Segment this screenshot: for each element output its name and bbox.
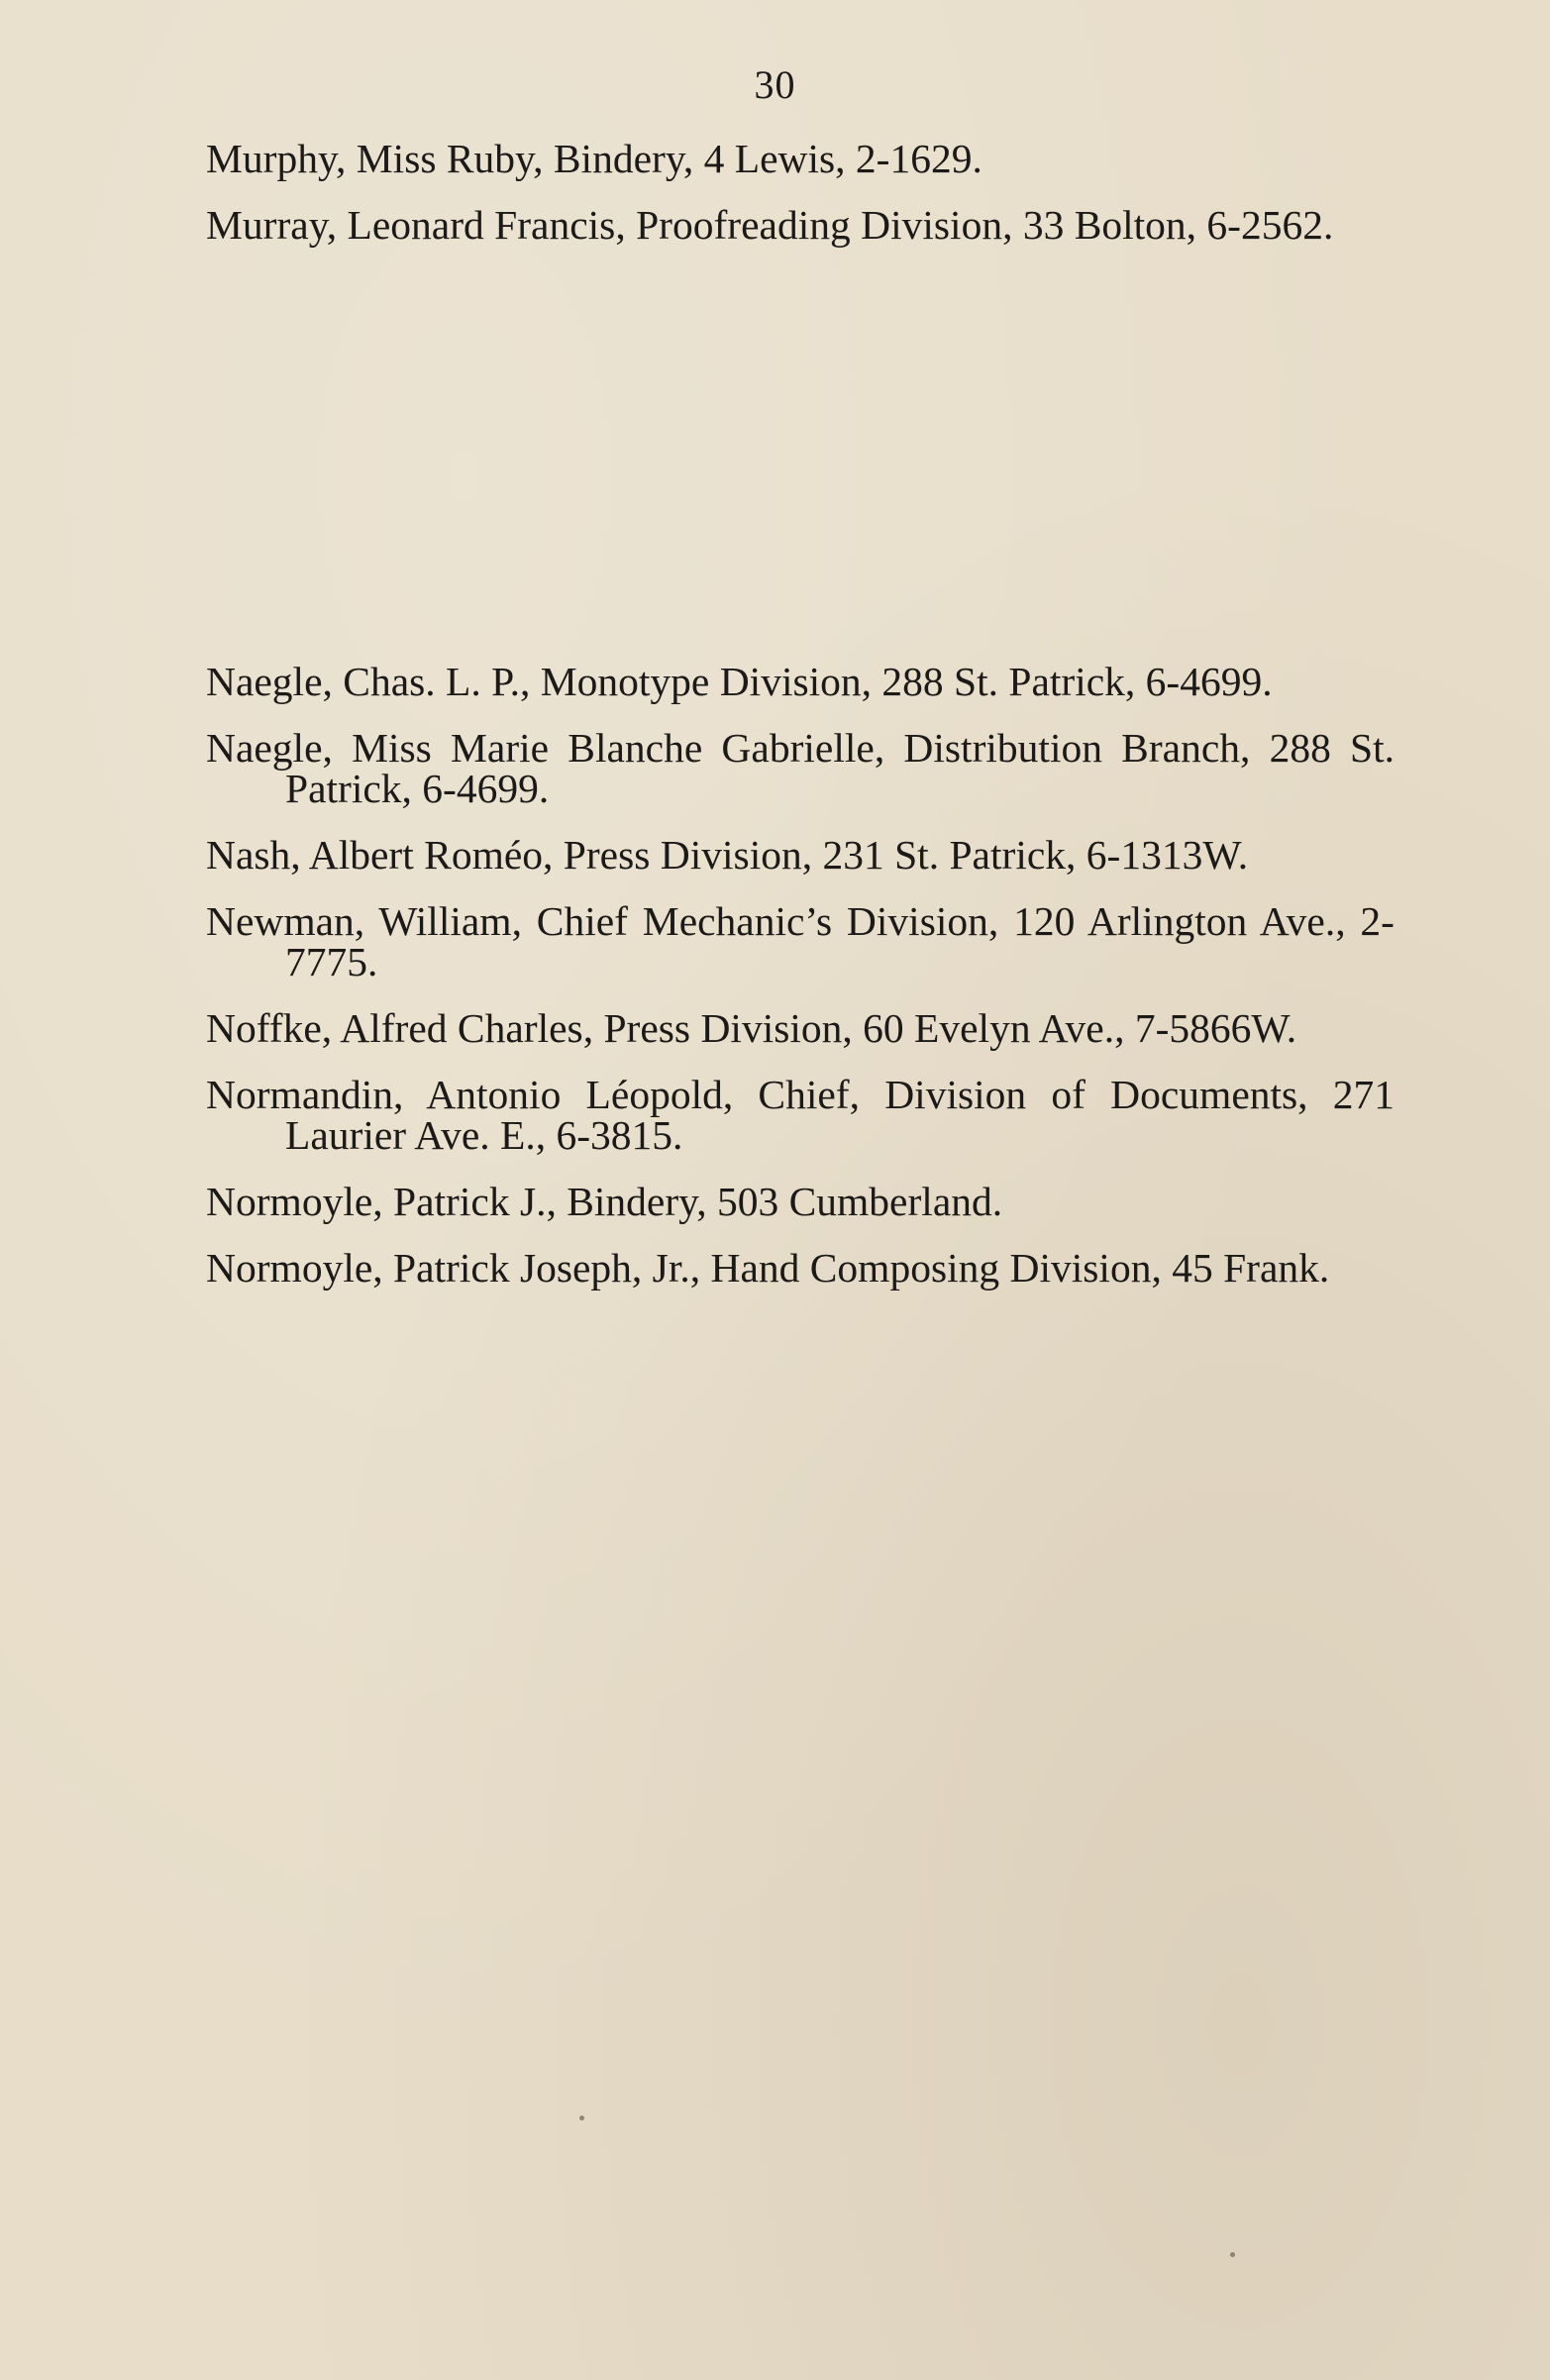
directory-entry: Murphy, Miss Ruby, Bindery, 4 Lewis, 2-1629. bbox=[206, 136, 982, 181]
paper-speck bbox=[579, 2116, 584, 2121]
paper-speck bbox=[1230, 2252, 1235, 2257]
directory-entry: Normoyle, Patrick J., Bindery, 503 Cumberland. bbox=[206, 1179, 1003, 1224]
directory-entry: Normandin, Antonio Léopold, Chief, Division of Documents, 271 Laurier Ave. E., 6-3815. bbox=[206, 1072, 1395, 1158]
directory-entry: Normoyle, Patrick Joseph, Jr., Hand Composing Division, 45 Frank. bbox=[206, 1245, 1330, 1291]
page-number: 30 bbox=[754, 62, 796, 107]
directory-entry: Naegle, Miss Marie Blanche Gabrielle, Distribution Branch, 288 St. Patrick, 6-4699. bbox=[206, 725, 1395, 811]
directory-entry: Nash, Albert Roméo, Press Division, 231 St. Patrick, 6-1313W. bbox=[206, 832, 1249, 878]
directory-entry: Noffke, Alfred Charles, Press Division, 60 Evelyn Ave., 7-5866W. bbox=[206, 1005, 1297, 1051]
directory-entry: Murray, Leonard Francis, Proofreading Division, 33 Bolton, 6-2562. bbox=[206, 202, 1334, 248]
directory-entry: Naegle, Chas. L. P., Monotype Division, 288 St. Patrick, 6-4699. bbox=[206, 659, 1273, 704]
directory-entry: Newman, William, Chief Mechanic’s Division, 120 Arlington Ave., 2-7775. bbox=[206, 898, 1395, 984]
directory-entries bbox=[206, 136, 1395, 1314]
